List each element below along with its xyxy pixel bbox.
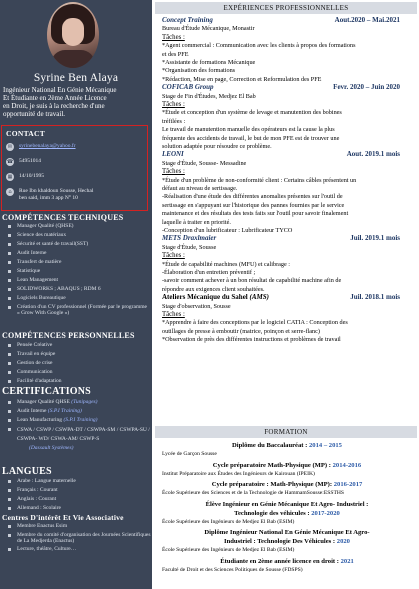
education-school: Lycée de Garçon Sousse [162,451,217,457]
degree-title: Technologie des véhicules : [234,509,310,517]
experience-text: *Étude d'un problème de non-conformité client : Certains câbles présentent un [162,176,357,184]
degree-title: Cycle préparatoire Math-Physique (MP) : [212,461,331,469]
education-school: Institut Préparatoire aux Études des Ingénieurs de Kairouan (IPEIK) [162,470,315,477]
experience-company [162,17,412,25]
experience-text: -savoir comment achever à un bon résultat de capabilité machine afin de [162,277,342,285]
experience-date: Fevr. 2020 – Juin 2020 [333,83,400,92]
degree-year: 2016-2017 [333,481,363,488]
company-name: METS Draxlmaier [162,234,217,243]
list-item: Audit Interne [5,249,151,258]
experience-company [162,151,412,159]
degree-title: Diplôme du Baccalauréat : [232,442,308,449]
languages-title: LANGUES [2,466,52,477]
education-school: École Supérieure des Ingénieurs de Medjez El Bab (ESIM) [162,547,295,553]
experience-date: Aout.2020 – Mai.2021 [334,16,400,24]
degree-title: Étudiante en 2ème année licence en droit : [220,557,339,565]
experience-text: défaut au niveau de sertissage. [162,185,238,192]
list-item: Manager Qualité QHSE (Tunipages) [5,398,151,407]
list-item: Communication [5,368,151,377]
skills-title: COMPÉTENCES TECHNIQUES [2,213,124,222]
experience-text: *Observation de près des différentes instructions et problèmes de travail [162,336,341,344]
phone-number: 54951014 [19,158,41,164]
experience-date: Juil. 2019.1 mois [350,234,400,243]
experience-text: -Élaboration d'un entretien préventif ; [162,269,256,276]
experience-text: *Agent commercial : Communication avec les clients à propos des formations [162,42,356,50]
contact-email-row [6,143,76,151]
experience-company [162,294,412,302]
list-item: CSWA / CSWP / CSWPA-DT / CSWPA-SM / CSWPA-SU / CSWPA- WD/ CSWA-AM/ CSWP-S [5,425,151,444]
education-degree [162,558,412,566]
personal-skills-title: COMPÉTENCES PERSONNELLES [2,331,135,340]
experience-text: *Organisation des formations [162,67,236,75]
experience-date: Juil. 2018.1 mois [350,293,400,302]
list-item: Pensée Créative [5,341,151,350]
company-name: Concept Training [162,16,213,24]
experience-text: Stage de Fin d'Études, Medjez El Bab [162,92,256,100]
list-item: Lean Manufacturing (S.P.I Training) [5,416,151,425]
list-item: Travail en équipe [5,350,151,359]
list-item: Transfert de matière [5,258,151,267]
education-degree [162,510,412,518]
education-degree [162,442,412,450]
experience-text: outillages de presse à emboutir (matrice, poinçon et serre-flanc) [162,327,320,335]
education-degree [162,481,412,489]
experience-text: et des PFE [162,50,189,58]
experience-text: *Étude et conception d'un système de levage et manutention des bobines [162,109,342,117]
experience-text: *Rédaction, Mise en page, Correction et Reformulation des PFE [162,75,322,83]
list-item: Français : Courant [5,486,151,495]
company-name: LEONI [162,150,184,159]
list-item: Arabe : Langue maternelle [5,477,151,486]
experience-date: Aout. 2019.1 mois [346,150,400,159]
tasks-label: Tâches : [162,33,185,41]
home-icon: ⌂ [6,188,14,196]
list-item: Facilité d'adaptation [5,377,151,386]
list-item: Allemand : Scolaire [5,504,151,513]
certifications-list [5,398,151,453]
experience-text: Bureau d'Étude Mécanique, Monastir [162,25,255,33]
contact-box [1,125,148,211]
profile-name: Syrine Ben Alaya [33,72,119,84]
tasks-label: Tâches : [162,168,185,176]
experience-text: tréfilées : [162,117,186,125]
personal-skills-list [5,341,151,386]
experience-section-header: EXPÉRIENCES PROFESSIONNELLES [155,2,417,14]
list-item: Manager Qualité (QHSE) [5,222,151,231]
education-school: Faculté de Droit et des Sciences Politiques de Sousse (FDSPS) [162,566,303,573]
address: Rue Ibn khaldoun Sousse, Hechal ben said, imm 3 app N° 10 [19,188,94,201]
list-item: Création d'un CV professionnel (Formée par le programme « Grow With Google ») [5,303,151,317]
education-school: École Supérieure des Sciences et de la Technologie de HammamSousse:ESSTHS [162,490,345,496]
degree-year: 2014-2016 [332,461,362,469]
experience-company [162,235,412,243]
languages-list [5,477,151,513]
list-item: Logiciels Bureautique [5,294,151,303]
experience-text: *Apprendre à faire des conceptions par le logiciel CATIA : Conception des [162,319,348,327]
degree-title: Industriel : Technologie Des Véhicules : [224,538,336,545]
experience-text: sertissage en s'appuyant sur l'historique des pannes fournies par le service [162,201,345,209]
education-section-header: FORMATION [155,426,417,438]
experience-text: fréquente des accidents de travail, le but de mon PFE est de trouver une [162,134,340,142]
degree-title: Cycle préparatoire : Math-Physique (MP): [211,481,333,488]
experience-text: Stage d'Étude, Sousse [162,243,217,251]
education-degree [162,529,412,537]
education-school: École Supérieure des Ingénieurs de Medjez El Bab (ESIM) [162,518,295,525]
list-item: Gestion de crise [5,359,151,368]
list-item: SOLIDWORKS ; ABAQUS ; RDM 6 [5,285,151,294]
experience-text: Stage d'observation, Sousse [162,302,231,310]
mail-icon: ✉ [7,144,13,150]
list-item: Anglais : Courant [5,495,151,504]
degree-year: 2020 [336,538,350,545]
company-name: COFICAB Group [162,83,214,92]
experience-text: laquelle à traiter en priorité. [162,218,231,226]
list-item: Sécurité et santé de travail(SST) [5,240,151,249]
interests-list [5,522,151,554]
experience-text: -Conception d'un lubrificateur : Lubrificateur TYCO [162,227,293,234]
skills-list [5,222,151,317]
tasks-label: Tâches : [162,101,185,108]
education-degree [162,501,412,509]
certifications-title: CERTIFICATIONS [2,386,91,397]
degree-title: Diplôme Ingénieur National En Génie Mécanique Et Agro- [204,529,370,536]
list-item: Membre Enactus Esim [5,522,151,531]
education-degree [162,462,412,470]
experience-text: Le travail de manutention manuelle des opérateurs est la cause la plus [162,126,335,134]
list-item: Membre du comité d'organisation des Journées Scientifiques de La Medjerda (Enactus) [5,531,151,545]
calendar-icon: ▦ [7,174,13,180]
education-degree [162,538,412,546]
tasks-label: Tâches : [162,311,185,318]
degree-year: 2021 [340,557,354,565]
contact-title: CONTACT [6,129,46,138]
list-item: Lecture, théâtre, Culture… [5,545,151,554]
email-link[interactable]: syrinebenalaya@yahoo.fr [19,143,76,149]
experience-text: solution adaptée pour résoudre ce problème. [162,143,272,150]
profile-photo [47,2,99,68]
list-item: Science des matériaux [5,231,151,240]
experience-text: répondre aux exigences client souhaitées. [162,285,265,293]
experience-text: -Réalisation d'une étude des différentes anomalies présentes sur l'outil de [162,193,343,201]
list-item: Statistique [5,267,151,276]
sidebar [0,0,152,589]
contact-address-row [6,188,93,201]
tasks-label: Tâches : [162,252,185,260]
experience-text: *Étude de capabilité machines (MFU) et calibrage : [162,260,290,268]
list-item: Lean Management [5,276,151,285]
phone-icon: ☎ [6,159,14,165]
degree-title: Élève Ingénieur en Génie Mécanique Et Agro- Industriel : [205,500,369,508]
experience-text: maintenance et des résultats des tests faits sur l'outil pour savoir finalement [162,210,349,218]
experience-company [162,84,412,92]
profile-subtitle: Ingénieur National En Génie Mécanique Et Étudiante en 2ème Année Licence en Droit, je suis à la recherche d'une opportunité de travail. [3,86,117,118]
degree-year: 2014 – 2015 [308,442,342,449]
company-abbrev: (AMS) [247,293,269,302]
interests-title: Centres D'intérêt Et Vie Associative [2,513,124,522]
certification-issuer: (Dassault Systèmes) [29,445,74,451]
experience-text: Stage d'Étude, Sousse- Messadine [162,159,247,167]
experience-text: *Assistante de formations Mécanique [162,59,256,66]
contact-birthdate-row [6,173,44,181]
birthdate: 14/10/1995 [19,173,45,179]
degree-year: 2017-2020 [311,509,340,517]
list-item: Audit Interne (S.P.I Training) [5,407,151,416]
company-name: Ateliers Mécanique du Sahel [162,293,248,302]
contact-phone-row [6,158,41,166]
